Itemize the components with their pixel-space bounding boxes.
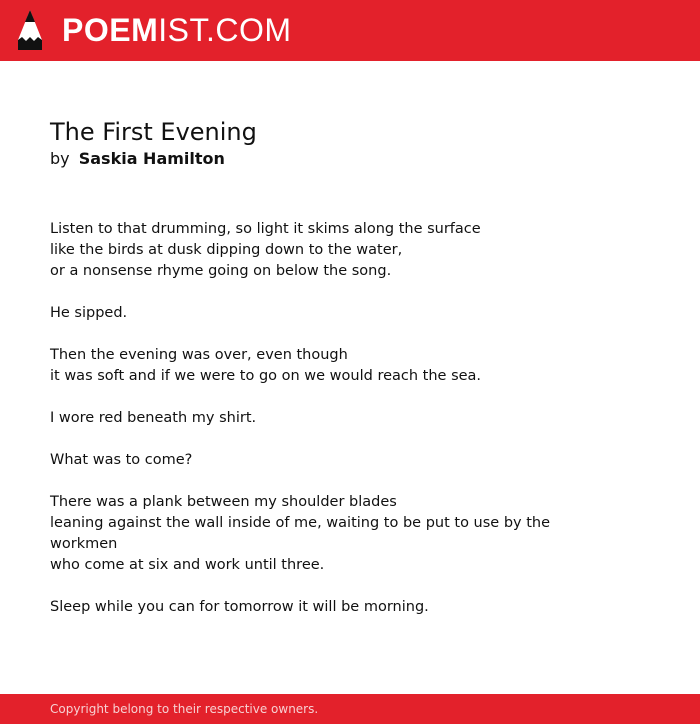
- logo-text-bold: POEM: [62, 12, 159, 48]
- poem-stanza: [50, 597, 530, 618]
- poem-line: He sipped.: [50, 305, 128, 321]
- poem-body: [50, 219, 551, 639]
- poem-title: The First Evening: [50, 118, 257, 146]
- poem-line: I wore red beneath my shirt.: [50, 410, 257, 426]
- poem-stanza: [50, 492, 551, 576]
- poem-line: it was soft and if we were to go on we would reach the sea.: [50, 368, 482, 384]
- poem-stanza: [50, 219, 530, 282]
- poem-stanza: [50, 450, 530, 471]
- site-footer: [0, 694, 700, 724]
- poem-line: Sleep while you can for tomorrow it will be morning.: [50, 599, 429, 615]
- poem-line: leaning against the wall inside of me, waiting to be put to use by the: [50, 515, 551, 531]
- poem-line: There was a plank between my shoulder blades: [50, 494, 397, 510]
- poem-byline: [50, 148, 225, 170]
- poem-line: like the birds at dusk dipping down to the water,: [50, 242, 403, 258]
- poem-line: who come at six and work until three.: [50, 557, 325, 573]
- poem-line: What was to come?: [50, 452, 193, 468]
- poem-stanza: [50, 303, 530, 324]
- poem-line: Listen to that drumming, so light it skims along the surface: [50, 221, 481, 237]
- copyright-text: Copyright belong to their respective owners.: [50, 702, 319, 716]
- poem-stanza: [50, 345, 530, 387]
- site-header: [0, 0, 700, 61]
- poem-line: Then the evening was over, even though: [50, 347, 348, 363]
- logo-text-light: IST.COM: [158, 12, 292, 48]
- poem-author: Saskia Hamilton: [78, 149, 225, 168]
- by-label: by: [50, 149, 70, 168]
- poem-line: workmen: [50, 536, 118, 552]
- pencil-tip-icon[interactable]: [18, 10, 42, 50]
- poem-line: or a nonsense rhyme going on below the song.: [50, 263, 392, 279]
- site-logo[interactable]: [62, 12, 292, 48]
- poem-stanza: [50, 408, 530, 429]
